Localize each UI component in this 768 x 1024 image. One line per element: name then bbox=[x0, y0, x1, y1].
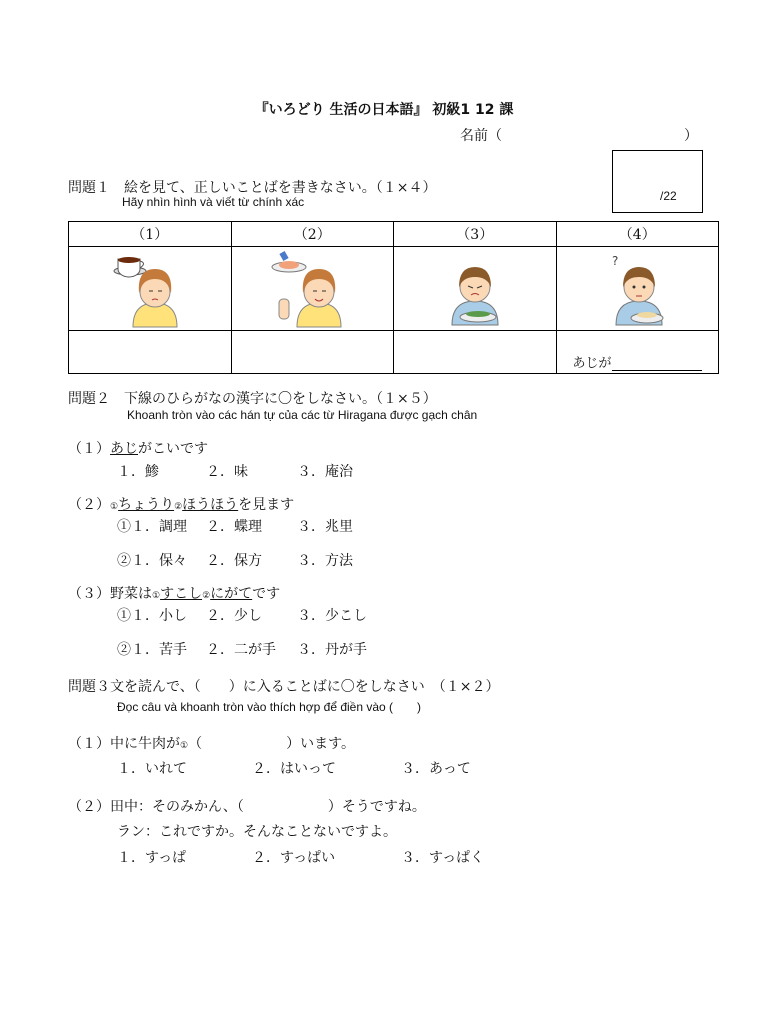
worksheet-title: 『いろどり 生活の日本語』 初級1 12 課 bbox=[254, 102, 514, 118]
q1-col-header: （2） bbox=[231, 222, 394, 247]
coffee-woman-icon bbox=[105, 249, 195, 329]
q2-item-3-underlined1: すこし bbox=[160, 586, 203, 602]
q3-item-1-pre: 中に牛肉が bbox=[110, 736, 180, 752]
q2-2b-option-3[interactable]: ３．方法 bbox=[297, 553, 353, 569]
q2-item-2-rest: を見ます bbox=[238, 497, 295, 513]
q2-item-3-label: （３） bbox=[68, 586, 110, 602]
q3-item-1-blank: （ ）います。 bbox=[188, 736, 355, 752]
q2-2a-option-3[interactable]: ３．兆里 bbox=[297, 519, 353, 535]
q2-1-option-3[interactable]: ３．庵治 bbox=[297, 464, 353, 480]
q3-item-2-label: （２） bbox=[68, 799, 110, 815]
q3-1-option-1[interactable]: １．いれて bbox=[117, 761, 187, 777]
q3-item-2-line1: 田中：そのみかん、（ ）そうですね。 bbox=[110, 799, 426, 815]
medicine-woman-icon bbox=[267, 249, 357, 329]
score-box bbox=[612, 150, 703, 213]
score-total: /22 bbox=[660, 189, 677, 203]
q3-item-1 bbox=[68, 733, 355, 753]
q1-answer4-blank[interactable] bbox=[612, 358, 702, 371]
q2-3b-option-3[interactable]: ３．丹が手 bbox=[297, 642, 367, 658]
q2-item-2-mark1: ① bbox=[110, 502, 119, 512]
q3-item-2 bbox=[68, 796, 426, 816]
q2-item-2-underlined1: ちょうり bbox=[118, 497, 175, 513]
q1-title: 問題１ 絵を見て、正しいことばを書きなさい。（１×４） bbox=[68, 180, 437, 196]
q2-item-1 bbox=[68, 438, 208, 458]
q2-2b-option-2[interactable]: ２．保方 bbox=[206, 553, 262, 569]
q3-vn-instruction: Đọc câu và khoanh tròn vào thích hợp để điền vào ( ) bbox=[117, 700, 422, 714]
q1-picture-3 bbox=[394, 247, 557, 331]
q2-3b-option-1[interactable]: ②１．苦手 bbox=[117, 642, 187, 658]
q1-vn-instruction: Hãy nhìn hình và viết từ chính xác bbox=[122, 195, 305, 209]
q1-picture-4 bbox=[556, 247, 719, 331]
q2-item-1-underlined: あじ bbox=[110, 441, 138, 457]
q2-2b-option-1[interactable]: ②１．保々 bbox=[117, 553, 187, 569]
q3-item-1-mark: ① bbox=[180, 741, 189, 751]
q1-col-header: （1） bbox=[69, 222, 232, 247]
q1-picture-2 bbox=[231, 247, 394, 331]
q2-item-3-pre: 野菜は bbox=[110, 586, 152, 602]
q2-item-2-underlined2: ほうほう bbox=[182, 497, 239, 513]
svg-text:?: ? bbox=[612, 253, 619, 268]
q2-item-3 bbox=[68, 583, 280, 603]
q3-2-option-2[interactable]: ２．すっぱい bbox=[252, 850, 336, 866]
q2-3a-option-1[interactable]: ①１．小し bbox=[117, 608, 187, 624]
q3-item-2-line2: ラン：これですか。そんなことないですよ。 bbox=[117, 824, 397, 840]
q2-item-3-underlined2: にがて bbox=[210, 586, 253, 602]
q2-1-option-1[interactable]: １．鯵 bbox=[117, 464, 159, 480]
q1-answer-cell-4[interactable] bbox=[556, 331, 719, 374]
q3-1-option-2[interactable]: ２．はいって bbox=[252, 761, 336, 777]
q2-vn-instruction: Khoanh tròn vào các hán tự của các từ Hiragana được gạch chân bbox=[127, 408, 478, 422]
q2-1-option-2[interactable]: ２．味 bbox=[206, 464, 248, 480]
q2-item-2-mark2: ② bbox=[174, 502, 183, 512]
confused-man-icon bbox=[592, 249, 682, 329]
q2-item-1-rest: がこいです bbox=[138, 441, 208, 457]
q1-picture-1 bbox=[69, 247, 232, 331]
q1-answer-cell-3[interactable] bbox=[394, 331, 557, 374]
q2-item-3-mark1: ① bbox=[152, 591, 161, 601]
q2-item-3-rest: です bbox=[252, 586, 281, 602]
q1-answer4-prefix: あじが bbox=[572, 356, 612, 371]
q2-2a-option-1[interactable]: ①１．調理 bbox=[117, 519, 187, 535]
q3-title: 問題３文を読んで、（ ）に入ることばに〇をしなさい （１×２） bbox=[68, 679, 500, 695]
q2-3a-option-3[interactable]: ３．少こし bbox=[297, 608, 367, 624]
q1-answer-cell-2[interactable] bbox=[231, 331, 394, 374]
q3-1-option-3[interactable]: ３．あって bbox=[401, 761, 471, 777]
q1-col-header: （3） bbox=[394, 222, 557, 247]
q2-item-2 bbox=[68, 494, 294, 514]
name-close-paren: ） bbox=[684, 128, 698, 144]
eating-man-icon bbox=[430, 249, 520, 329]
q1-col-header: （4） bbox=[556, 222, 719, 247]
q2-3a-option-2[interactable]: ２．少し bbox=[206, 608, 262, 624]
q3-2-option-3[interactable]: ３．すっぱく bbox=[401, 850, 485, 866]
q2-2a-option-2[interactable]: ２．蝶理 bbox=[206, 519, 262, 535]
q2-item-1-label: （１） bbox=[68, 441, 110, 457]
q2-item-3-mark2: ② bbox=[202, 591, 211, 601]
q1-table bbox=[68, 221, 719, 374]
q1-answer-cell-1[interactable] bbox=[69, 331, 232, 374]
q2-title: 問題２ 下線のひらがなの漢字に〇をしなさい。（１×５） bbox=[68, 391, 437, 407]
name-label: 名前（ bbox=[460, 128, 502, 144]
q3-item-1-label: （１） bbox=[68, 736, 110, 752]
q2-item-2-label: （２） bbox=[68, 497, 110, 513]
q3-2-option-1[interactable]: １．すっぱ bbox=[117, 850, 187, 866]
q2-3b-option-2[interactable]: ２．二が手 bbox=[206, 642, 276, 658]
